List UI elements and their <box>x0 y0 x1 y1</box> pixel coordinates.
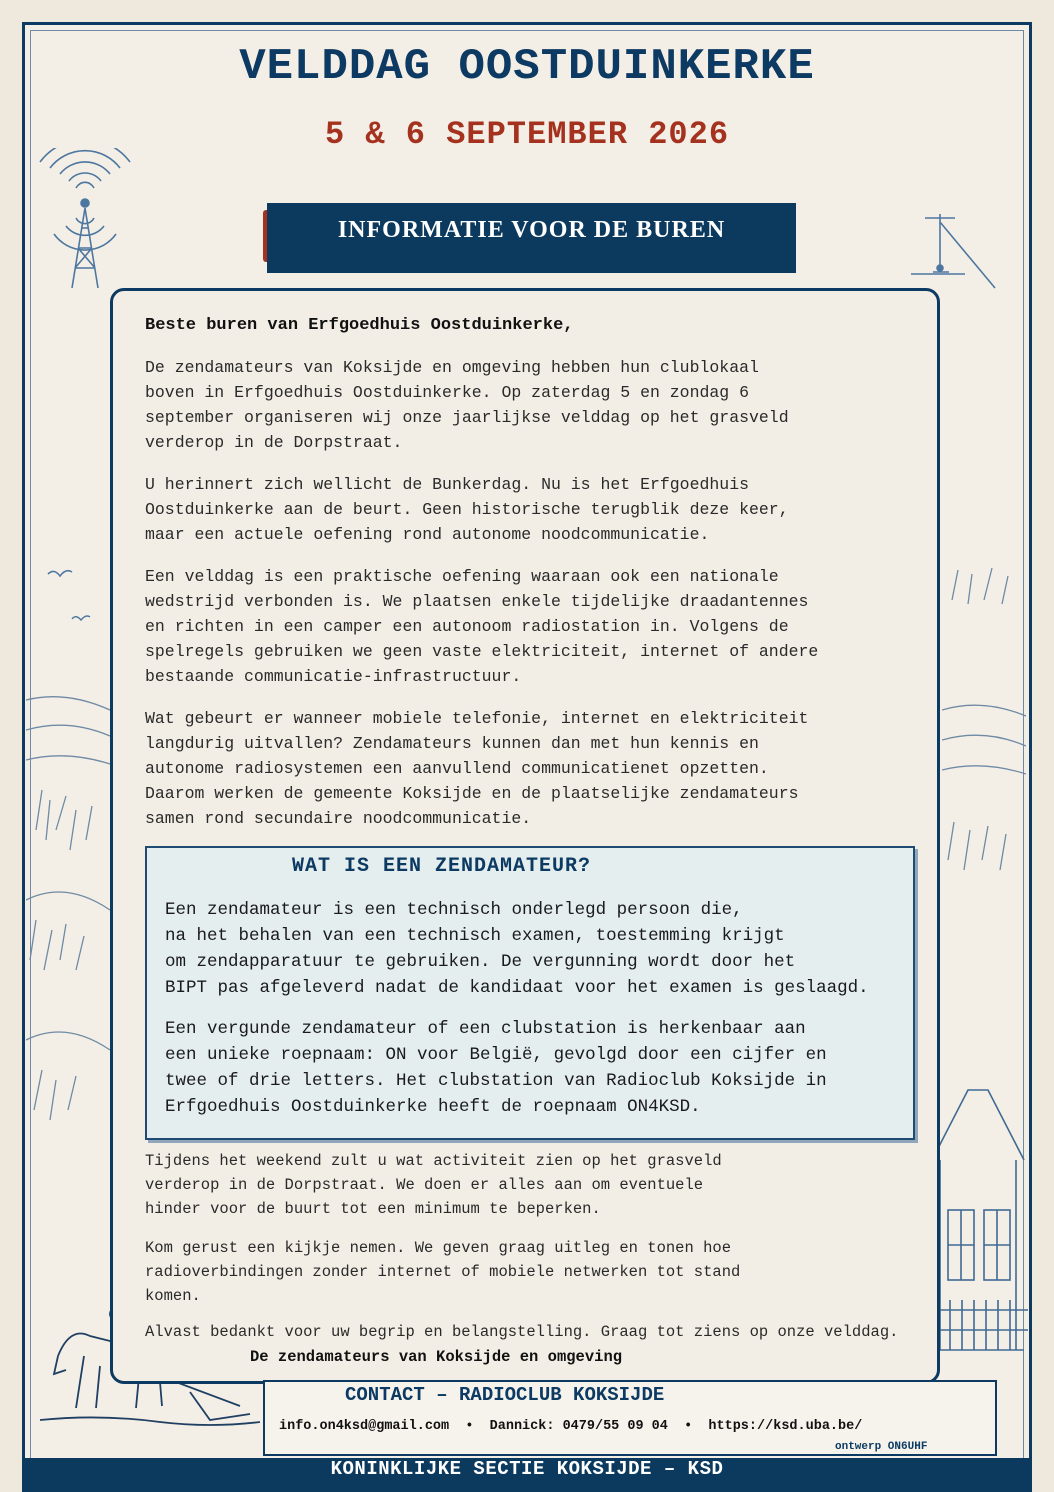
text-line: Erfgoedhuis Oostduinkerke heeft de roepnaam ON4KSD. <box>165 1097 701 1117</box>
contact-details <box>279 1419 862 1434</box>
section-banner: INFORMATIE VOOR DE BUREN <box>267 203 796 273</box>
closing-thanks: Alvast bedankt voor uw begrip en belangstelling. Graag tot ziens op onze velddag. <box>145 1323 899 1341</box>
seagull-icon <box>46 566 74 582</box>
text-line: om zendapparatuur te gebruiken. De vergunning wordt door het <box>165 952 796 972</box>
text-line: U herinnert zich wellicht de Bunkerdag. Nu is het Erfgoedhuis <box>145 475 749 494</box>
text-line: autonome radiosystemen een aanvullend communicatienet opzetten. <box>145 759 769 778</box>
text-line: Een zendamateur is een technisch onderlegd persoon die, <box>165 900 743 920</box>
closing-paragraph-1 <box>145 1149 722 1221</box>
text-line: en richten in een camper een autonoom radiostation in. Volgens de <box>145 617 789 636</box>
text-line: maar een actuele oefening rond autonome noodcommunicatie. <box>145 525 710 544</box>
letter-paragraph-1 <box>145 355 789 455</box>
text-line: Kom gerust een kijkje nemen. We geven graag uitleg en tonen hoe <box>145 1239 731 1257</box>
design-credit: ontwerp ON6UHF <box>835 1441 928 1453</box>
antenna-mast-icon <box>905 212 1005 292</box>
footer-bar: KONINKLIJKE SECTIE KOKSIJDE – KSD <box>22 1458 1032 1492</box>
text-line: hinder voor de buurt tot een minimum te beperken. <box>145 1200 601 1218</box>
contact-email-link[interactable]: info.on4ksd@gmail.com <box>279 1419 450 1434</box>
text-line: Tijdens het weekend zult u wat activiteit zien op het grasveld <box>145 1152 722 1170</box>
letter-paragraph-3 <box>145 564 818 689</box>
text-line: De zendamateurs van Koksijde en omgeving hebben hun clublokaal <box>145 358 759 377</box>
text-line: verderop in de Dorpstraat. We doen er alles aan om eventuele <box>145 1176 704 1194</box>
text-line: komen. <box>145 1287 201 1305</box>
text-line: twee of drie letters. Het clubstation van Radioclub Koksijde in <box>165 1071 827 1091</box>
text-line: spelregels gebruiken we geen vaste elektriciteit, internet of andere <box>145 642 819 661</box>
text-line: Daarom werken de gemeente Koksijde en de plaatselijke zendamateurs <box>145 784 799 803</box>
letter-paragraph-4 <box>145 706 808 831</box>
info-box-paragraph-1 <box>165 897 869 1001</box>
info-box-paragraph-2 <box>165 1016 827 1120</box>
farmhouse-illustration <box>928 1050 1028 1370</box>
dunes-illustration <box>26 640 110 1200</box>
letter-signature: De zendamateurs van Koksijde en omgeving <box>250 1348 623 1366</box>
text-line: Oostduinkerke aan de beurt. Geen historische terugblik deze keer, <box>145 500 789 519</box>
separator: • <box>684 1419 693 1434</box>
text-line: samen rond secundaire noodcommunicatie. <box>145 809 532 828</box>
closing-paragraph-2 <box>145 1236 740 1308</box>
text-line: verderop in de Dorpstraat. <box>145 433 403 452</box>
dunes-illustration <box>942 560 1026 980</box>
letter-paragraph-2 <box>145 472 789 547</box>
contact-title: CONTACT – RADIOCLUB KOKSIJDE <box>345 1384 665 1406</box>
text-line: boven in Erfgoedhuis Oostduinkerke. Op zaterdag 5 en zondag 6 <box>145 383 749 402</box>
separator: • <box>465 1419 474 1434</box>
text-line: Wat gebeurt er wanneer mobiele telefonie, internet en elektriciteit <box>145 709 809 728</box>
seagull-icon <box>70 612 92 624</box>
contact-phone[interactable]: Dannick: 0479/55 09 04 <box>489 1419 668 1434</box>
page-title: VELDDAG OOSTDUINKERKE <box>239 42 815 92</box>
event-date: 5 & 6 SEPTEMBER 2026 <box>324 116 730 153</box>
text-line: langdurig uitvallen? Zendamateurs kunnen dan met hun kennis en <box>145 734 759 753</box>
contact-website-link[interactable]: https://ksd.uba.be/ <box>708 1419 863 1434</box>
letter-greeting: Beste buren van Erfgoedhuis Oostduinkerke, <box>145 316 574 335</box>
text-line: bestaande communicatie-infrastructuur. <box>145 667 522 686</box>
text-line: wedstrijd verbonden is. We plaatsen enkele tijdelijke draadantennes <box>145 592 809 611</box>
text-line: BIPT pas afgeleverd nadat de kandidaat voor het examen is geslaagd. <box>165 978 869 998</box>
text-line: na het behalen van een technisch examen, toestemming krijgt <box>165 926 785 946</box>
text-line: Een vergunde zendamateur of een clubstation is herkenbaar aan <box>165 1019 806 1039</box>
text-line: september organiseren wij onze jaarlijkse velddag op het grasveld <box>145 408 789 427</box>
text-line: een unieke roepnaam: ON voor België, gevolgd door een cijfer en <box>165 1045 827 1065</box>
text-line: Een velddag is een praktische oefening waaraan ook een nationale <box>145 567 779 586</box>
info-box-title: WAT IS EEN ZENDAMATEUR? <box>292 855 592 878</box>
radio-tower-icon <box>36 148 148 292</box>
text-line: radioverbindingen zonder internet of mobiele netwerken tot stand <box>145 1263 741 1281</box>
